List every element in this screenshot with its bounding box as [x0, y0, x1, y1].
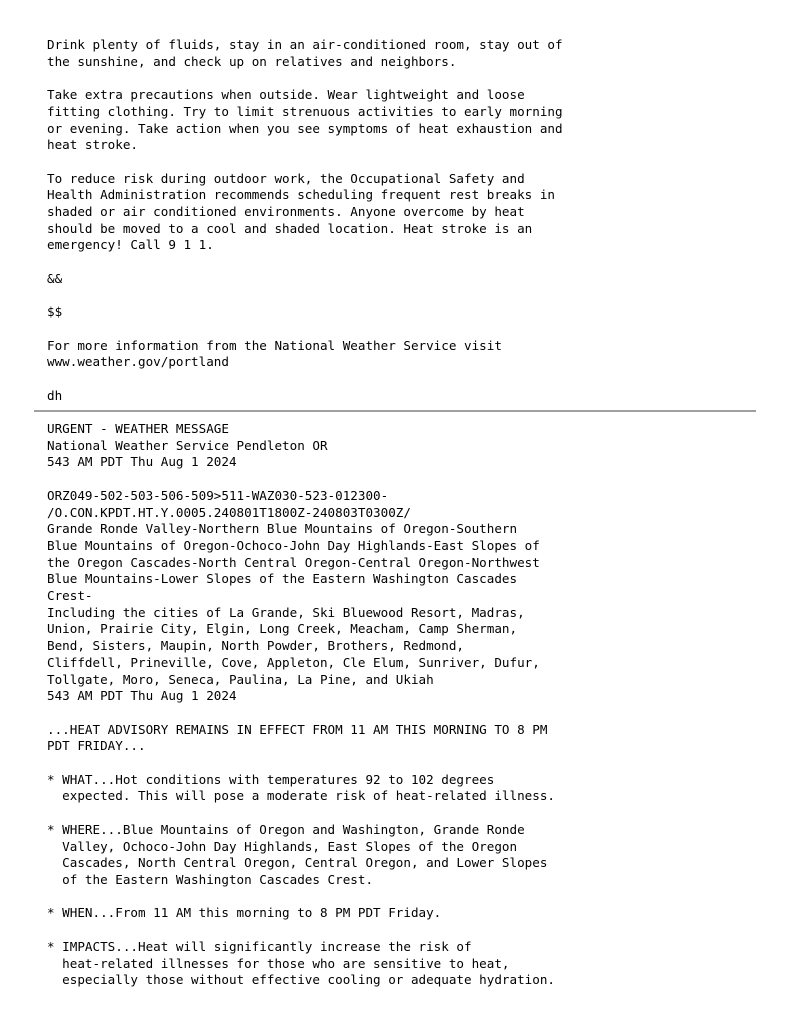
current-message-text: URGENT - WEATHER MESSAGE National Weather Service Pendleton OR 543 AM PDT Thu Aug 1 2024 ORZ049-502-503-506-509>511-WAZ030-523-012300- /O.CON.KPDT.HT.Y.0005.240801T1800Z-240803T0300Z/ Grande Ronde Valley-Northern Blue Mountains of Oregon-Southern Blue Mountains of Oregon-Ochoco-John Day Highlands-East Slopes of the Oregon Cascades-North Central Oregon-Central Oregon-Northwest Blue Mountains-Lower Slopes of the Eastern Washington Cascades Crest- Including the cities of La Grande, Ski Bluewood Resort, Madras, Union, Prairie City, Elgin, Long Creek, Meacham, Camp Sherman, Bend, Sisters, Maupin, North Powder, Brothers, Redmond, Cliffdell, Prineville, Cove, Appleton, Cle Elum, Sunriver, Dufur, Tollgate, Moro, Seneca, Paulina, La Pine, and Ukiah 543 AM PDT Thu Aug 1 2024 ...HEAT ADVISORY REMAINS IN EFFECT FROM 11 AM THIS MORNING TO 8 PM PDT FRIDAY... * WHAT...Hot conditions with temperatures 92 to 102 degrees expected. This will pose a moderate risk of heat-related illness. * WHERE...Blue Mountains of Oregon and Washington, Grande Ronde Valley, Ochoco-John Day Highlands, East Slopes of the Oregon Cascades, North Central Oregon, Central Oregon, and Lower Slopes of the Eastern Washington Cascades Crest. * WHEN...From 11 AM this morning to 8 PM PDT Friday. * IMPACTS...Heat will significantly increase the risk of heat-related illnesses for those who are sensitive to heat, especially those without effective cooling or adequate hydration.: [47, 421, 555, 988]
message-divider: [34, 410, 756, 412]
previous-message-text: Drink plenty of fluids, stay in an air-conditioned room, stay out of the sunshine, and check up on relatives and neighbors. Take extra precautions when outside. Wear lightweight and loose fitting clothing. Try to limit strenuous activities to early morning or evening. Take action when you see symptoms of heat exhaustion and heat stroke. To reduce risk during outdoor work, the Occupational Safety and Health Administration recommends scheduling frequent rest breaks in shaded or air conditioned environments. Anyone overcome by heat should be moved to a cool and shaded location. Heat stroke is an emergency! Call 9 1 1. && $$ For more information from the National Weather Service visit www.weather.gov/portland dh: [47, 37, 563, 403]
